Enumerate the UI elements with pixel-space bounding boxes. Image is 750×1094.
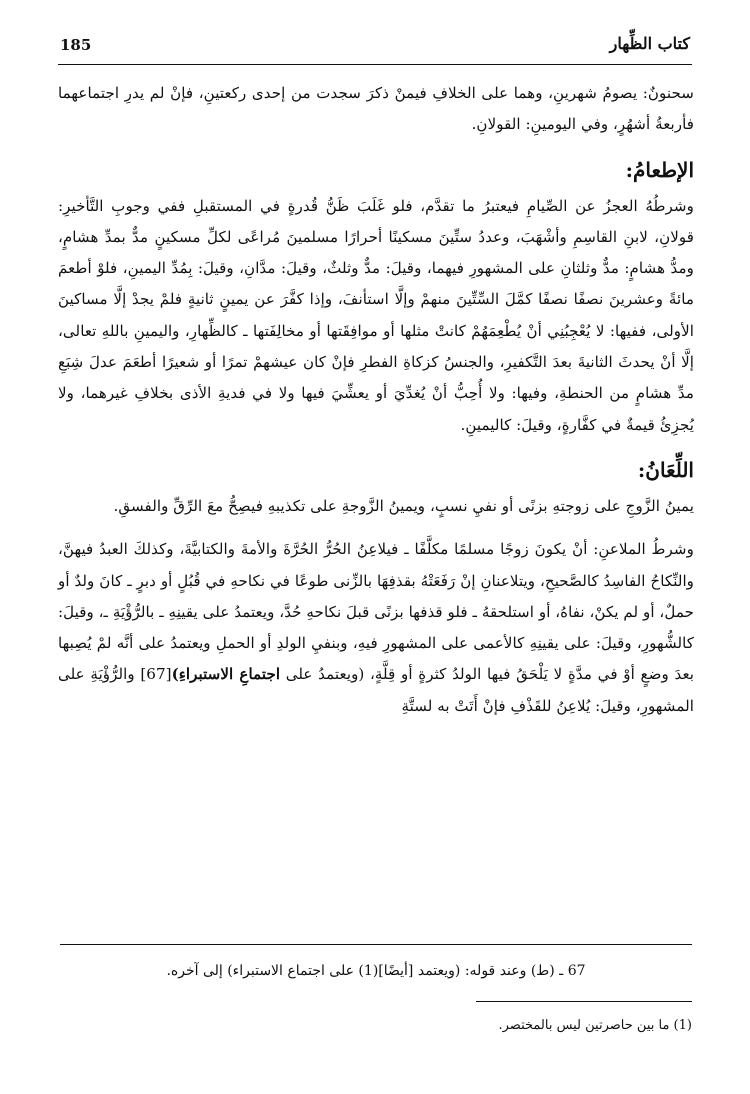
page-number: 185 [60,36,92,54]
paragraph-feeding: وشرطُهُ العجزُ عن الصِّيامِ فيعتبرُ ما تقدَّم، فلو غَلَبَ ظَنُّ قُدرةٍ في المستقبلِ ففي وجوبِ التَّأخيرِ: قولانِ، لابنِ القاسِمِ وأشْهَبَ، وعددُ ستِّينَ مسكينًا أحرارًا مسلمينَ مُراعًى لكلِّ مسكينٍ مدٌّ بمدِّ هشامٍ، ومدُّ هشامٍ: مدٌّ وثلثانِ على المشهورِ فيهما، وقيلَ: مدٌّ وثلثٌ، وقيلَ: مدَّانِ، وقيلَ: بِمُدِّ اليمينِ، فلوْ أطعمَ مائةً وعشرينَ نصفًا نصفًا كمَّلَ السِّتِّينَ منهمْ وإلَّا استأنفَ، وإذا كفَّرَ عن يمينٍ ثانيةٍ فلمْ يجدْ إلَّا مساكينَ الأولى، ففيها: لا يُعْجِبُنِي أنْ يُطْعِمَهُمْ كانتْ مثلها أو موافِقَتها أو مخالِفَتها ـ كالظِّهارِ، واليمينِ باللهِ تعالى، إلَّا أنْ يحدثَ الثانيةَ بعدَ التَّكفيرِ، والجنسُ كزكاةِ الفطرِ فإنْ كان عيشهمْ تمرًا أو شعيرًا أطعَمَ عدلَ شِبَعِ مدِّ هشامٍ من الحنطةِ، وفيها: ولا أُحِبُّ أنْ يُغدِّيَ أو يعشِّيَ فيها ولا في فديةِ الأذى بخلافِ غيرهما، ولا يُجزِئُ قيمةٌ في كفَّارةٍ، وقيلَ: كاليمينِ. [58,196,695,434]
main-text [58,78,694,734]
paragraph-lian-conditions-main: وشرطُ الملاعنِ: أنْ يكونَ زوجًا مسلمًا مكلَّفًا ـ فيلاعِنُ الحُرُّ الحُرَّةَ والأمةَ والكتابيَّةَ، وكذلكَ العبدُ فيهنَّ، والنِّكاحُ الفاسِدُ كالصَّحيحِ، ويتلاعنانِ إنْ رَفَعَتْهُ بقذفِهَا بالزِّنى طوعًا في نكاحهِ في قُبُلٍ أو دبرٍ ـ كانَ ولدٌ أو حملٌ، أو لم يكنْ، نفاهُ، أو استلحقهُ ـ فلو قذفها بزنًى قبلَ نكاحهِ حُدَّ، ويعتمدُ على يقينِهِ ـ بالرُّؤْيَةِ ـ، وقيلَ: كالشُّهورِ، وقيلَ: على يقينِهِ كالأعمى على المشهورِ فيهِ، وبنفيِ الولدِ أو الحملِ ويعتمدُ على أنَّه لمْ يُصِبها بعدَ وضعٍ أوْ في مدَّةٍ لا يَلْحَقُ فيها الولدُ كثرةٍ أو قِلَّةٍ، (ويعتمدُ على [58,540,694,684]
footnote: (1) ما بين حاصرتين ليس بالمختصر. [498,1018,692,1033]
running-title: كتاب الظِّهار [609,34,690,53]
paragraph-lian-conditions-bold: اجتماعِ الاستبراءِ) [171,665,281,684]
paragraph-lian-definition: يمينُ الزَّوجِ على زوجتهِ بزنًى أو نفيِ نسبٍ، ويمينُ الزَّوجةِ على تكذيبهِ فيصِحُّ معَ الرِّقِّ والفسقِ. [113,496,694,515]
footnote-divider-long [60,944,692,945]
paragraph-continuation: سحنونٌ: يصومُ شهرينِ، وهما على الخلافِ فيمنْ ذكرَ سجدت من إحدى ركعتينِ، فإنْ لم يدرِ اجتماعهما فأربعةُ أشهُرٍ، وفي اليومينِ: القولانِ. [58,84,694,134]
editorial-note: 67 ـ (ط) وعند قوله: (ويعتمد [أيضًا](1) على اجتماع الاستبراء) إلى آخره. [166,963,586,979]
paragraph-lian-conditions [58,534,694,722]
section-heading-feeding: الإطعامُ: [625,157,694,182]
page-header [58,30,692,65]
footnote-divider-short [476,1001,692,1002]
section-heading-lian: اللِّعَانُ: [637,457,694,482]
paragraph-lian-conditions-tail: [67] والرُّؤْيَةِ على المشهورِ، وقيلَ: يُلاعِنُ للقَذْفِ فإنْ أَتَتْ به لستَّةِ [58,665,694,715]
